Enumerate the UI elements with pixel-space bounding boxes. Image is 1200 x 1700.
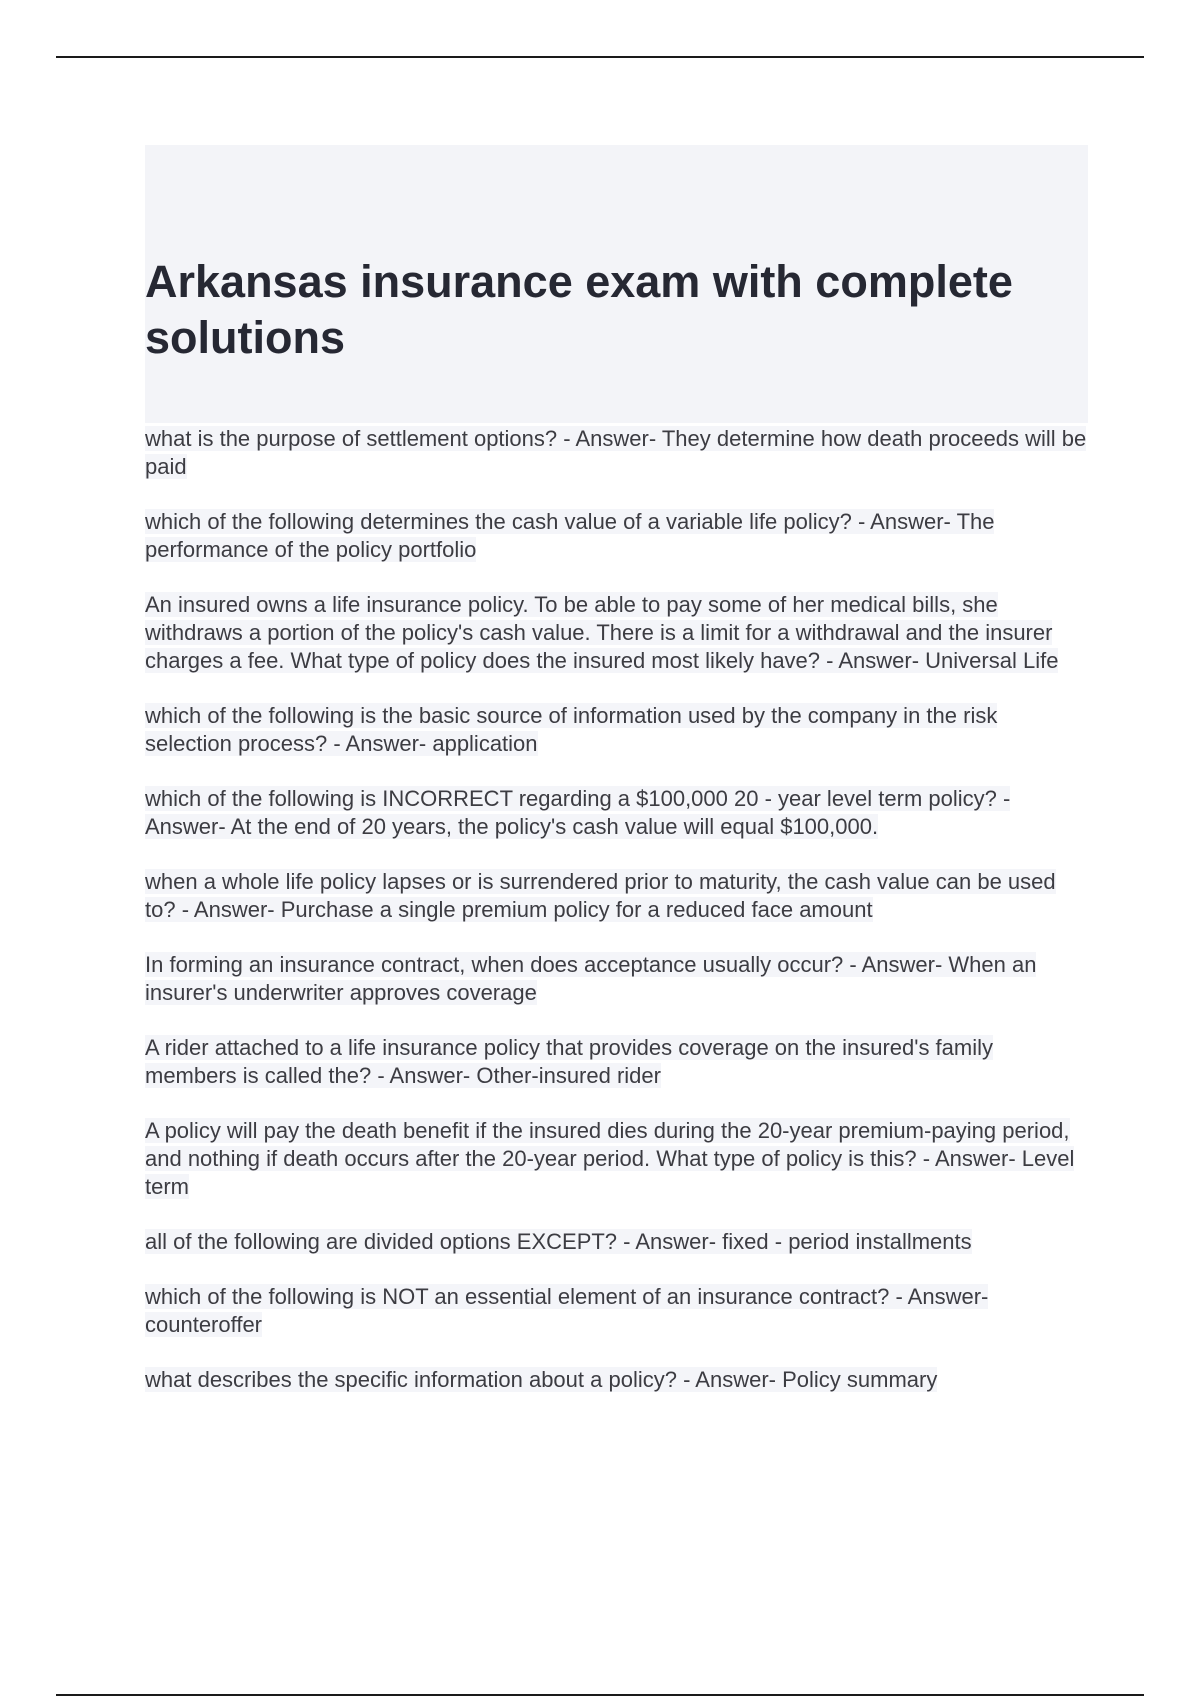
qa-item bbox=[145, 702, 1090, 758]
qa-item bbox=[145, 508, 1090, 564]
qa-text: In forming an insurance contract, when does acceptance usually occur? - Answer- When an insurer's underwriter approves coverage bbox=[145, 952, 1037, 1005]
qa-text: which of the following is NOT an essential element of an insurance contract? - Answer- counteroffer bbox=[145, 1284, 989, 1337]
qa-text: what is the purpose of settlement options? - Answer- They determine how death proceeds will be paid bbox=[145, 426, 1087, 479]
bottom-rule bbox=[56, 1694, 1144, 1696]
qa-text: all of the following are divided options EXCEPT? - Answer- fixed - period installments bbox=[145, 1229, 972, 1254]
qa-text: which of the following is the basic source of information used by the company in the risk selection process? - Answer- application bbox=[145, 703, 998, 756]
qa-item bbox=[145, 591, 1090, 675]
qa-item bbox=[145, 1228, 1090, 1256]
qa-text: which of the following is INCORRECT regarding a $100,000 20 - year level term policy? - Answer- At the end of 20 years, the policy's cash value will equal $100,000. bbox=[145, 786, 1011, 839]
top-rule bbox=[56, 56, 1144, 58]
qa-text: which of the following determines the cash value of a variable life policy? - Answer- The performance of the policy portfolio bbox=[145, 509, 995, 562]
document-title: Arkansas insurance exam with complete solutions bbox=[145, 256, 1013, 363]
qa-item bbox=[145, 1034, 1090, 1090]
qa-text: A rider attached to a life insurance policy that provides coverage on the insured's family members is called the? - Answer- Other-insured rider bbox=[145, 1035, 993, 1088]
qa-list bbox=[145, 425, 1090, 1421]
qa-item bbox=[145, 1283, 1090, 1339]
qa-item bbox=[145, 1366, 1090, 1394]
qa-item bbox=[145, 785, 1090, 841]
qa-text: what describes the specific information about a policy? - Answer- Policy summary bbox=[145, 1367, 938, 1392]
qa-item bbox=[145, 1117, 1090, 1201]
qa-item bbox=[145, 951, 1090, 1007]
qa-text: An insured owns a life insurance policy. To be able to pay some of her medical bills, she withdraws a portion of the policy's cash value. There is a limit for a withdrawal and the insurer charges a fee. What type of policy does the insured most likely have? - Answer- Universal Life bbox=[145, 592, 1059, 673]
qa-item bbox=[145, 868, 1090, 924]
qa-text: when a whole life policy lapses or is surrendered prior to maturity, the cash value can be used to? - Answer- Purchase a single premium policy for a reduced face amount bbox=[145, 869, 1056, 922]
qa-text: A policy will pay the death benefit if the insured dies during the 20-year premium-paying period, and nothing if death occurs after the 20-year period. What type of policy is this? - Answer- Level term bbox=[145, 1118, 1075, 1199]
qa-item bbox=[145, 425, 1090, 481]
